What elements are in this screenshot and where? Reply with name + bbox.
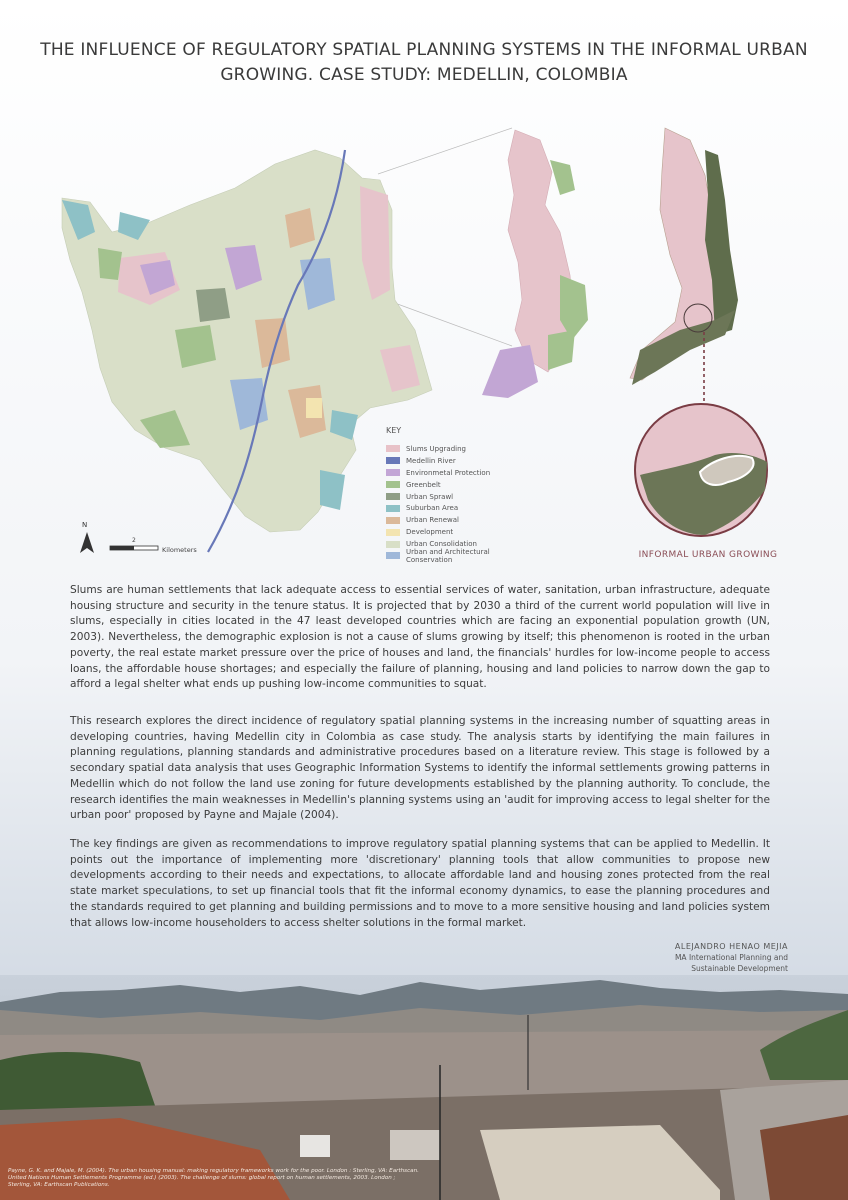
key-swatch (386, 457, 400, 464)
key-item (386, 491, 526, 503)
author-programme-line-1: MA International Planning and (674, 953, 788, 962)
key-swatch (386, 529, 400, 536)
slum-upgrading-detail-map (482, 130, 588, 398)
key-swatch (386, 481, 400, 488)
map-key (386, 426, 526, 562)
paragraph-1: Slums are human settlements that lack adequate access to essential services of water, sanitation, urban infrastructure, adequate housing structure and security in the tenure status. It is projected that by 2030 a third of the current world population will live in slums, especially in cities located in the 47 least developed countries which are facing an exponential population growth (UN, 2003). Nevertheless, the demographic explosion is not a cause of slums growing by itself; this phenomenon is rooted in the urban poverty, the real estate market pressure over the price of houses and land, the financials' hurdles for low-income people to access loans, the affordable house shortages; and especially the failure of planning, housing and land policies to narrow down the gap to afford a legal shelter what ends up pushing low-income communities to squat. (70, 584, 770, 691)
paragraph-3: The key findings are given as recommendations to improve regulatory spatial planning systems that can be applied to Medellin. It points out the importance of implementing more 'discretionary' planning tools that allow communities to propose new developments according to their needs and expectations, to allocate affordable land and housing zones protected from the real state market speculations, to set up financial tools that fit the informal economy dynamics, to ease the planning procedures and the standards required to get planning and building permissions and to move to a more sensitive housing and land policies system that allows low-income householders to access shelter solutions in the formal market. (70, 838, 770, 929)
reference-3: Sterling, VA: Earthscan Publications. (8, 1182, 110, 1188)
north-label: N (82, 521, 88, 529)
key-item (386, 479, 526, 491)
key-label: Urban and Architectural Conservation (406, 547, 490, 564)
key-swatch (386, 469, 400, 476)
key-label: Greenbelt (406, 480, 441, 489)
key-title: KEY (386, 426, 402, 435)
title-line-1: THE INFLUENCE OF REGULATORY SPATIAL PLANNING SYSTEMS IN THE INFORMAL URBAN (40, 40, 808, 60)
key-label: Urban Renewal (406, 516, 459, 525)
reference-1: Payne, G. K. and Majale, M. (2004). The urban housing manual: making regulatory frameworks work for the poor. London : Sterling, VA: Earthscan. (8, 1168, 419, 1174)
reference-2: United Nations Human Settlements Programme (ed.) (2003). The challenge of slums: global report on human settlements, 2003. London ; (8, 1175, 396, 1181)
medellin-zoning-map (62, 150, 432, 552)
author-programme-line-2: Sustainable Development (691, 964, 788, 973)
title-line-2: GROWING. CASE STUDY: MEDELLIN, COLOMBIA (220, 65, 628, 85)
key-item (386, 514, 526, 526)
key-item (386, 526, 526, 538)
connector-line-top (378, 128, 512, 174)
key-label: Suburban Area (406, 504, 459, 513)
key-swatch (386, 517, 400, 524)
scale-unit: Kilometers (162, 546, 197, 554)
key-swatch (386, 552, 400, 559)
informal-growth-satellite-map (630, 128, 767, 536)
author-block (588, 941, 788, 974)
paragraph-2: This research explores the direct incidence of regulatory spatial planning systems in the increasing number of squatting areas in developing countries, having Medellin city in Colombia as case study. The analysis starts by identifying the main failures in planning regulations, planning standards and administrative procedures based on a literature review. This stage is followed by a secondary spatial data analysis that uses Geographic Information Systems to identify the informal settlements growing patterns in Medellin which do not follow the land use zoning for future developments established by the planning authority. To conclude, the research identifies the main weaknesses in Medellin's planning systems using an 'audit for improving access to legal shelter for the urban poor' proposed by Payne and Majale (2004). (70, 715, 770, 822)
key-list (386, 443, 526, 562)
key-item (386, 502, 526, 514)
scale-value: 2 (132, 537, 136, 544)
key-item (386, 455, 526, 467)
poster-title (40, 38, 808, 88)
references (8, 1168, 528, 1189)
scale-bar (110, 546, 158, 550)
key-label: Environmetal Protection (406, 468, 491, 477)
key-item (386, 547, 526, 564)
key-label: Development (406, 528, 454, 537)
key-label: Medellin River (406, 456, 456, 465)
key-swatch (386, 445, 400, 452)
informal-growing-label: INFORMAL URBAN GROWING (638, 550, 778, 560)
key-item (386, 467, 526, 479)
north-arrow-icon (80, 532, 94, 553)
medellin-panorama-photo (0, 975, 848, 1200)
key-label: Urban Sprawl (406, 492, 454, 501)
key-item (386, 443, 526, 455)
key-swatch (386, 541, 400, 548)
key-swatch (386, 505, 400, 512)
key-label: Slums Upgrading (406, 444, 466, 453)
author-name: ALEJANDRO HENAO MEJIA (674, 942, 788, 951)
key-label: Urban Consolidation (406, 540, 477, 549)
key-swatch (386, 493, 400, 500)
